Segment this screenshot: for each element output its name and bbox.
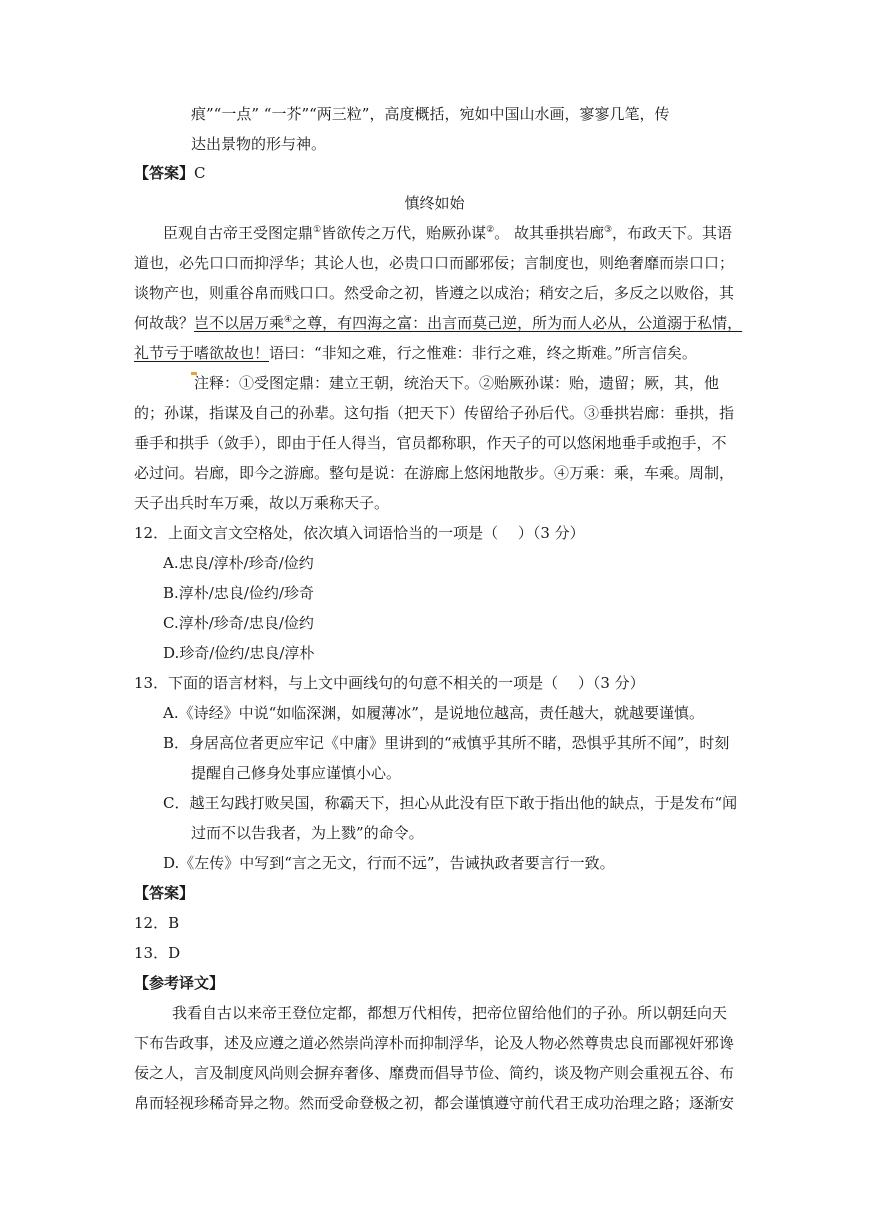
classical-line bbox=[163, 222, 732, 244]
translation-line: 佞之人，言及制度风尚则会摒弃奢侈、靡费而倡导节俭、简约，谈及物产则会重视五谷、布 bbox=[134, 1064, 735, 1082]
answer-12: 12．B bbox=[134, 914, 180, 932]
option-b: B．身居高位者更应牢记《中庸》里讲到的“戒慎乎其所不睹，恐惧乎其所不闻”，时刻 bbox=[163, 734, 730, 752]
option-d: D.珍奇/俭约/忠良/淳朴 bbox=[163, 644, 315, 662]
underlined-sentence: 礼节亏于嗜欲故也！ bbox=[134, 344, 270, 362]
question-13-stem: 13．下面的语言材料，与上文中画线句的句意不相关的一项是（ ）（3 分） bbox=[134, 674, 645, 692]
passage-line: 达出景物的形与神。 bbox=[191, 135, 327, 153]
note-line: 垂手和拱手（敛手），即由于任人得当，官员都称职，作天子的可以悠闲地垂手或抱手，不 bbox=[134, 434, 727, 452]
underlined-sentence: 岂不以居万乘④之尊，有四海之富：出言而莫己逆，所为而人必从，公道溺于私情， bbox=[194, 314, 743, 332]
option-b-cont: 提醒自己修身处事应谨慎小心。 bbox=[191, 764, 402, 782]
classical-line bbox=[134, 312, 742, 334]
note-line: 的；孙谋，指谋及自己的孙辈。这句指（把天下）传留给子孙后代。③垂拱岩廊：垂拱，指 bbox=[134, 404, 735, 422]
option-c-cont: 过而不以告我者，为上戮”的命令。 bbox=[191, 824, 424, 842]
passage-title: 慎终如始 bbox=[404, 194, 465, 212]
option-a: A.《诗经》中说“如临深渊，如履薄冰”，是说地位越高，责任越大，就越要谨慎。 bbox=[163, 704, 704, 722]
question-12-stem: 12．上面文言文空格处，依次填入词语恰当的一项是（ ）（3 分） bbox=[134, 524, 585, 542]
option-c: C．越王勾践打败吴国，称霸天下，担心从此没有臣下敢于指出他的缺点，于是发布“闻 bbox=[163, 794, 738, 812]
footnote-marker: ③ bbox=[603, 225, 613, 235]
option-b: B.淳朴/忠良/俭约/珍奇 bbox=[163, 584, 314, 602]
translation-line: 帛而轻视珍稀奇异之物。然而受命登极之初，都会谨慎遵守前代君王成功治理之路；逐渐安 bbox=[134, 1094, 735, 1112]
text-span: 皆欲传之万代，贻厥孙谋 bbox=[321, 224, 487, 242]
classical-line: 道也，必先口口而抑浮华；其论人也，必贵口口而鄙邪佞；言制度也，则绝奢靡而崇口口； bbox=[134, 254, 735, 272]
text-span: ，布政天下。其语 bbox=[612, 224, 733, 242]
note-line: 天子出兵时车万乘，故以万乘称天子。 bbox=[134, 494, 390, 512]
answer-label: 【答案】 bbox=[134, 164, 195, 182]
translation-label: 【参考译文】 bbox=[134, 974, 225, 992]
text-span: 语曰：“非知之难，行之惟难：非行之难，终之斯难。”所言信矣。 bbox=[269, 344, 697, 362]
note-line: 必过问。岩廊，即今之游廊。整句是说：在游廊上悠闲地散步。④万乘：乘，车乘。周制， bbox=[134, 464, 735, 482]
option-a: A.忠良/淳朴/珍奇/俭约 bbox=[163, 554, 314, 572]
translation-line: 下布告政事，述及应遵之道必然崇尚淳朴而抑制浮华，论及人物必然尊贵忠良而鄙视奸邪谗 bbox=[134, 1034, 735, 1052]
text-span: 臣观自古帝王受图定鼎 bbox=[163, 224, 314, 242]
option-d: D.《左传》中写到“言之无文，行而不远”，告诫执政者要言行一致。 bbox=[163, 854, 615, 872]
translation-line: 我看自古以来帝王登位定都，都想万代相传，把帝位留给他们的子孙。所以朝廷向天 bbox=[172, 1004, 728, 1022]
footnote-marker: ② bbox=[486, 225, 495, 235]
footnote-marker: ④ bbox=[284, 315, 293, 325]
footnote-marker: ① bbox=[313, 225, 322, 235]
classical-line: 谈物产也，则重谷帛而贱口口。然受命之初，皆遵之以成治；稍安之后，多反之以败俗，其 bbox=[134, 284, 735, 302]
answer-line bbox=[134, 162, 206, 184]
passage-line: 痕”“一点” “一芥”“两三粒”，高度概括，宛如中国山水画，寥寥几笔，传 bbox=[191, 105, 670, 123]
classical-line bbox=[134, 342, 697, 364]
answer-label: 【答案】 bbox=[134, 884, 195, 902]
answer-value: C bbox=[194, 164, 206, 182]
text-span: 。 故其垂拱岩廊 bbox=[494, 224, 604, 242]
text-span: 何故哉？ bbox=[134, 314, 195, 332]
note-line: 注释：①受图定鼎：建立王朝，统治天下。②贻厥孙谋：贻，遗留；厥，其，他 bbox=[194, 374, 720, 392]
answer-13: 13．D bbox=[134, 944, 181, 962]
option-c: C.淳朴/珍奇/忠良/俭约 bbox=[163, 614, 314, 632]
